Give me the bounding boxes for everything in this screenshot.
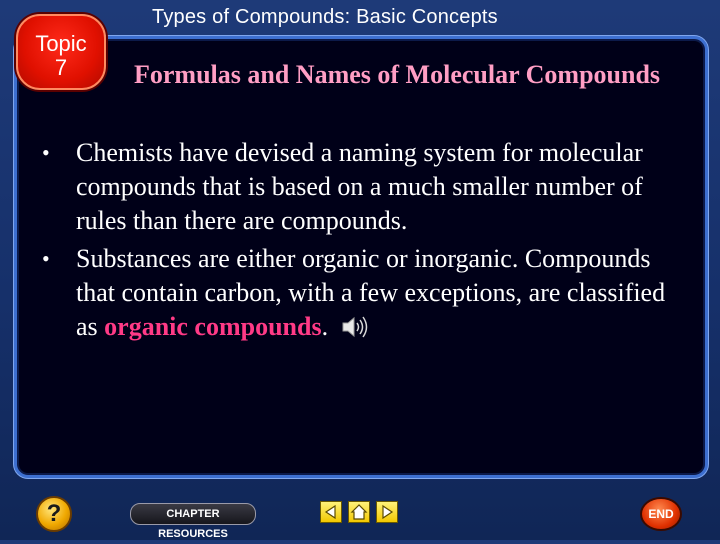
highlight-term: organic compounds [104, 312, 322, 341]
help-button[interactable]: ? [36, 496, 72, 532]
slide-heading: Formulas and Names of Molecular Compounds [134, 60, 661, 89]
bullet-dot: • [42, 140, 50, 165]
bullet-text: Chemists have devised a naming system for molecular compounds that is based on a much smaller number of rules than there are compounds. [76, 138, 643, 235]
topic-badge-label: Topic [35, 31, 87, 56]
speaker-icon[interactable] [341, 314, 369, 338]
arrow-left-icon [321, 502, 341, 522]
chapter-resources-button[interactable]: CHAPTER RESOURCES [130, 503, 256, 525]
topic-badge [16, 14, 106, 90]
bullet-list [30, 136, 680, 348]
bullet-item [30, 136, 680, 238]
arrow-right-icon [377, 502, 397, 522]
bullet-item [30, 242, 680, 344]
slide-title: Types of Compounds: Basic Concepts [152, 6, 498, 28]
end-button[interactable]: END [640, 497, 682, 531]
next-button[interactable] [376, 501, 398, 523]
bullet-dot: • [42, 246, 50, 271]
home-icon [349, 502, 369, 522]
bullet-text: Substances are either organic or inorganic. Compounds that contain carbon, with a few exceptions, are classified as [76, 244, 666, 341]
home-button[interactable] [348, 501, 370, 523]
previous-button[interactable] [320, 501, 342, 523]
topic-badge-number: 7 [54, 55, 68, 80]
bullet-text-end: . [321, 312, 329, 341]
